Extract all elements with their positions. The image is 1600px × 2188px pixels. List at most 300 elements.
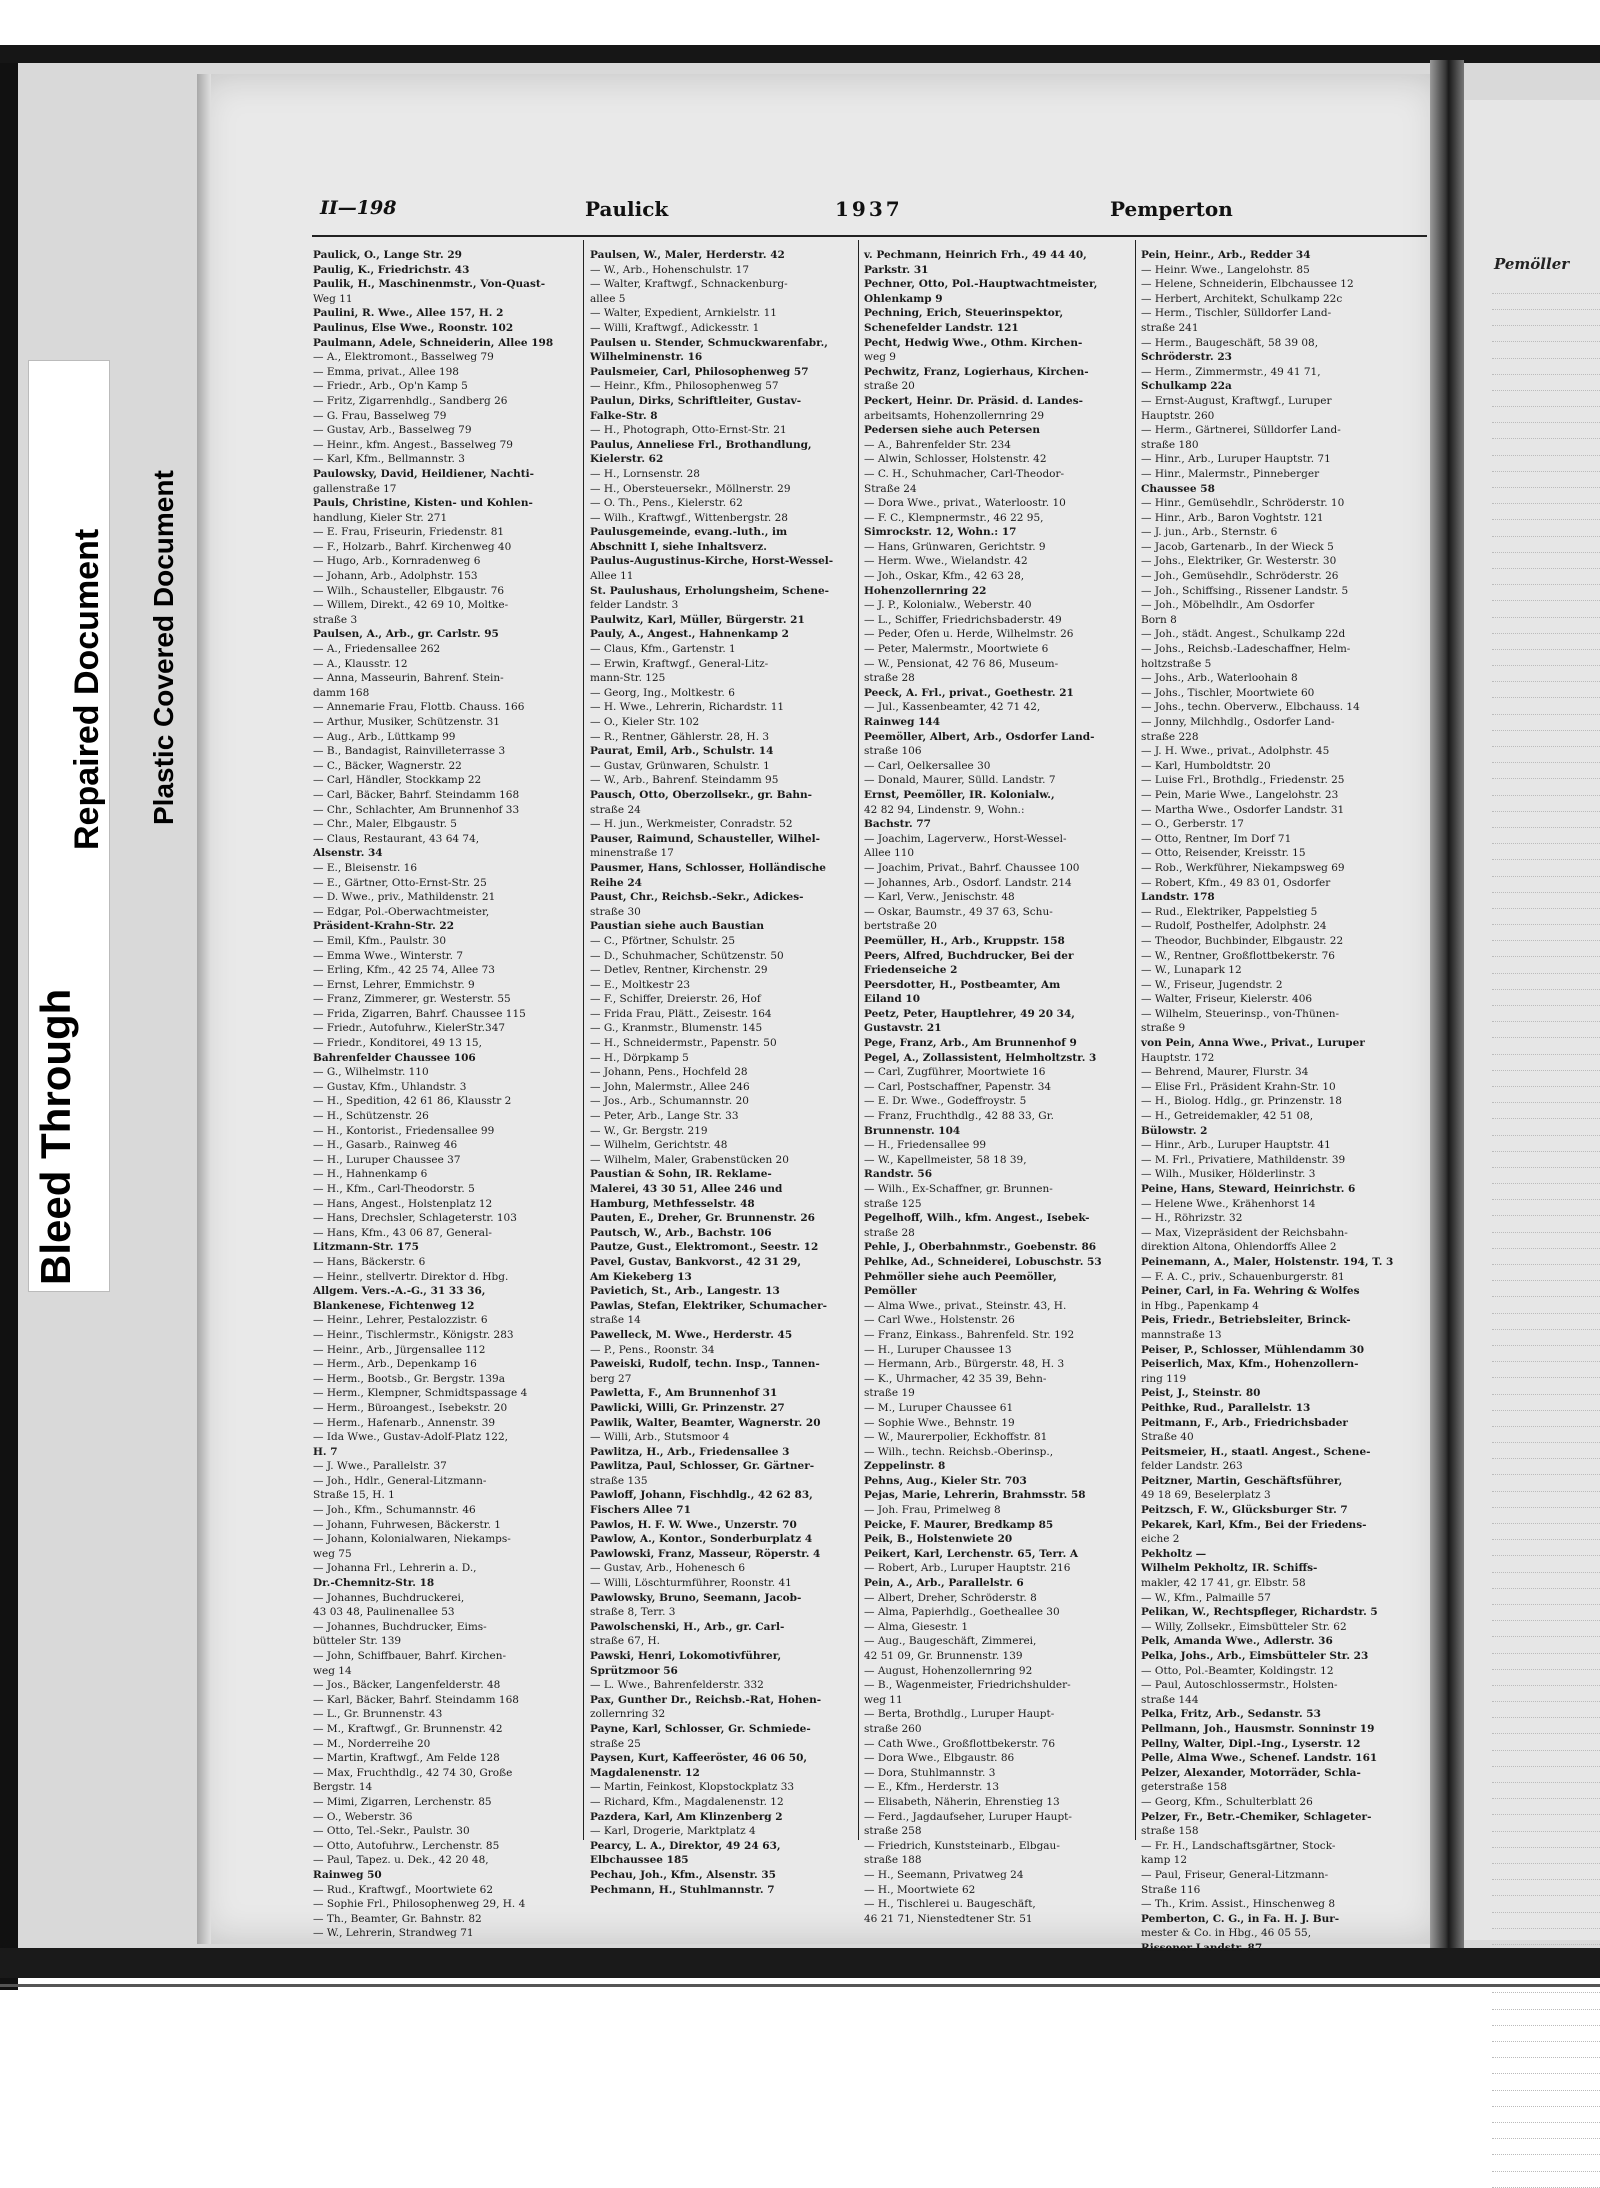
directory-entry-line: — Friedr., Arb., Op'n Kamp 5 xyxy=(313,380,468,393)
directory-entry-line: Wilhelm Pekholtz, IR. Schiffs- xyxy=(1141,1562,1318,1575)
adjacent-page-line xyxy=(1492,2042,1600,2058)
directory-entry-line: Pelk, Amanda Wwe., Adlerstr. 36 xyxy=(1141,1635,1333,1648)
adjacent-page-line xyxy=(1492,1589,1600,1605)
directory-entry-line: von Pein, Anna Wwe., Privat., Luruper xyxy=(1141,1037,1365,1050)
directory-entry-line: — Emma, privat., Allee 198 xyxy=(313,365,459,378)
adjacent-page-line xyxy=(1492,974,1600,990)
directory-entry-line: — Peter, Malermstr., Moortwiete 6 xyxy=(864,643,1049,656)
directory-entry-line: Paulini, R. Wwe., Allee 157, H. 2 xyxy=(313,307,504,320)
adjacent-page-line xyxy=(1492,1152,1600,1168)
directory-entry-line: — B., Wagenmeister, Friedrichshulder- xyxy=(864,1679,1071,1692)
directory-entry-line: — W., Kapellmeister, 58 18 39, xyxy=(864,1153,1027,1166)
adjacent-page-line xyxy=(1492,650,1600,666)
directory-entry-line: — Joh., städt. Angest., Schulkamp 22d xyxy=(1141,628,1346,641)
directory-entry-line: Straße 40 xyxy=(1141,1431,1194,1444)
directory-entry-line: Rainweg 50 xyxy=(313,1868,382,1881)
directory-entry-line: — Max, Vizepräsident der Reichsbahn- xyxy=(1141,1226,1348,1239)
directory-entry-line: — H., Luruper Chaussee 37 xyxy=(313,1153,461,1166)
directory-entry-line: Pawletta, F., Am Brunnenhof 31 xyxy=(590,1387,778,1400)
directory-entry-line: Pelikan, W., Rechtspfleger, Richardstr. 5 xyxy=(1141,1606,1378,1619)
directory-entry-line: Paustian & Sohn, IR. Reklame- xyxy=(590,1168,772,1181)
adjacent-page-line xyxy=(1492,764,1600,780)
directory-entry-line: straße 30 xyxy=(590,905,641,918)
directory-entry-line: — M., Kraftwgf., Gr. Brunnenstr. 42 xyxy=(313,1722,503,1735)
adjacent-page-line xyxy=(1492,2010,1600,2026)
adjacent-page-line xyxy=(1492,634,1600,650)
directory-entry-line: — John, Malermstr., Allee 246 xyxy=(590,1080,750,1093)
directory-entry-line: — Otto, Rentner, Im Dorf 71 xyxy=(1141,832,1292,845)
adjacent-page-line xyxy=(1492,2059,1600,2075)
directory-entry-line: — Wilh., techn. Reichsb.-Oberinsp., xyxy=(864,1445,1054,1458)
adjacent-page-line xyxy=(1492,1249,1600,1265)
adjacent-page-line xyxy=(1492,1379,1600,1395)
directory-entry-line: Malerei, 43 30 51, Allee 246 und xyxy=(590,1183,783,1195)
directory-entry-line: Peiserlich, Max, Kfm., Hohenzollern- xyxy=(1141,1358,1359,1371)
directory-entry-line: — Johs., Arb., Waterloohain 8 xyxy=(1141,672,1298,685)
directory-entry-line: — Wilhelm, Steuerinsp., von-Thünen- xyxy=(1141,1007,1339,1020)
directory-entry-line: Peemöller, Albert, Arb., Osdorfer Land- xyxy=(864,730,1095,743)
directory-entry-line: — W., Maurerpolier, Eckhoffstr. 81 xyxy=(864,1431,1048,1444)
adjacent-page-line xyxy=(1492,1783,1600,1799)
adjacent-page-line xyxy=(1492,1524,1600,1540)
header-rule xyxy=(312,235,1427,237)
directory-entry-line: — Friedrich, Kunststeinarb., Elbgau- xyxy=(864,1839,1060,1852)
directory-entry-line: Pechwitz, Franz, Logierhaus, Kirchen- xyxy=(864,365,1089,378)
directory-entry-line: — Willi, Arb., Stutsmoor 4 xyxy=(590,1431,730,1444)
adjacent-page-line xyxy=(1492,2172,1600,2188)
directory-entry-line: Pauten, E., Dreher, Gr. Brunnenstr. 26 xyxy=(590,1212,815,1225)
directory-entry-line: — Heinr., Tischlermstr., Königstr. 283 xyxy=(313,1328,514,1341)
directory-entry-line: Pautze, Gust., Elektromont., Seestr. 12 xyxy=(590,1241,819,1254)
directory-entry-line: Peinemann, A., Maler, Holstenstr. 194, T. 3 xyxy=(1141,1255,1394,1268)
directory-entry-line: straße 106 xyxy=(864,745,922,758)
adjacent-page-line xyxy=(1492,327,1600,343)
directory-entry-line: Pehns, Aug., Kieler Str. 703 xyxy=(864,1474,1027,1487)
directory-entry-line: allee 5 xyxy=(590,292,626,305)
directory-entry-line: Chaussee 58 xyxy=(1141,482,1215,495)
directory-entry-line: Pawlos, H. F. W. Wwe., Unzerstr. 70 xyxy=(590,1518,797,1531)
directory-entry-line: — W., Rentner, Großflottbekerstr. 76 xyxy=(1141,949,1335,962)
directory-entry-line: Bergstr. 14 xyxy=(313,1781,373,1794)
adjacent-page-line xyxy=(1492,1185,1600,1201)
header-first-entry: Paulick xyxy=(585,197,669,221)
directory-entry-line: — John, Schiffbauer, Bahrf. Kirchen- xyxy=(313,1650,507,1662)
directory-entry-line: Pellmann, Joh., Hausmstr. Sonninstr 19 xyxy=(1141,1722,1375,1735)
directory-entry-line: Pege, Franz, Arb., Am Brunnenhof 9 xyxy=(864,1037,1077,1050)
column-rule-3 xyxy=(1135,240,1136,1840)
directory-entry-line: — H., Getreidemakler, 42 51 08, xyxy=(1141,1110,1314,1123)
directory-entry-line: — Martin, Feinkost, Klopstockplatz 33 xyxy=(590,1781,795,1794)
directory-entry-line: — H., Tischlerei u. Baugeschäft, xyxy=(864,1898,1036,1911)
directory-entry-line: — Pein, Marie Wwe., Langelohstr. 23 xyxy=(1141,788,1339,801)
directory-entry-line: — C., Pförtner, Schulstr. 25 xyxy=(590,934,736,947)
adjacent-page-line xyxy=(1492,747,1600,763)
directory-entry-line: Peitsmeier, H., staatl. Angest., Schene- xyxy=(1141,1445,1371,1458)
directory-entry-line: Peik, B., Holstenwiete 20 xyxy=(864,1533,1013,1546)
directory-entry-line: — A., Bahrenfelder Str. 234 xyxy=(864,438,1011,451)
directory-entry-line: — H., Seemann, Privatweg 24 xyxy=(864,1868,1024,1881)
adjacent-page-line xyxy=(1492,2123,1600,2139)
directory-entry-line: Schröderstr. 23 xyxy=(1141,351,1232,364)
directory-entry-line: Peitzner, Martin, Geschäftsführer, xyxy=(1141,1474,1343,1487)
adjacent-page-line xyxy=(1492,1427,1600,1443)
directory-entry-line: Pekholtz — xyxy=(1141,1547,1207,1560)
directory-entry-line: minenstraße 17 xyxy=(590,847,674,860)
directory-entry-line: — Friedr., Konditorei, 49 13 15, xyxy=(313,1037,482,1050)
adjacent-page-line xyxy=(1492,1006,1600,1022)
directory-entry-line: — Cath Wwe., Großflottbekerstr. 76 xyxy=(864,1737,1056,1750)
directory-entry-line: — E. Dr. Wwe., Godeffroystr. 5 xyxy=(864,1095,1027,1108)
directory-entry-line: Randstr. 56 xyxy=(864,1168,932,1181)
directory-entry-line: — W., Friseur, Jugendstr. 2 xyxy=(1141,978,1283,991)
directory-entry-line: berg 27 xyxy=(590,1372,632,1385)
directory-entry-line: Parkstr. 31 xyxy=(864,263,929,276)
directory-column-1 xyxy=(313,248,579,1940)
directory-entry-line: mann-Str. 125 xyxy=(590,672,666,685)
directory-entry-line: — Herm., Tischler, Sülldorfer Land- xyxy=(1141,307,1332,320)
directory-entry-line: — August, Hohenzollernring 92 xyxy=(864,1664,1033,1677)
adjacent-page-line xyxy=(1492,1120,1600,1136)
directory-entry-line: — E. Frau, Friseurin, Friedenstr. 81 xyxy=(313,526,505,539)
directory-entry-line: — Karl, Kfm., Bellmannstr. 3 xyxy=(313,453,465,466)
directory-entry-line: — Alma, Papierhdlg., Goetheallee 30 xyxy=(864,1606,1060,1619)
directory-entry-line: Peemüller, H., Arb., Kruppstr. 158 xyxy=(864,934,1065,947)
directory-entry-line: Paysen, Kurt, Kaffeeröster, 46 06 50, xyxy=(590,1752,808,1765)
directory-entry-line: felder Landstr. 263 xyxy=(1141,1460,1243,1473)
adjacent-page-line xyxy=(1492,310,1600,326)
directory-entry-line: — Gustav, Arb., Hohenesch 6 xyxy=(590,1562,746,1575)
directory-entry-line: — Albert, Dreher, Schröderstr. 8 xyxy=(864,1591,1037,1604)
directory-entry-line: — Johannes, Arb., Osdorf. Landstr. 214 xyxy=(864,876,1072,889)
directory-entry-line: Pawlowski, Franz, Masseur, Röperstr. 4 xyxy=(590,1547,821,1560)
adjacent-page-line xyxy=(1492,1444,1600,1460)
directory-entry-line: Alsenstr. 34 xyxy=(313,847,383,860)
directory-entry-line: — L. Wwe., Bahrenfelderstr. 332 xyxy=(590,1679,764,1692)
directory-entry-line: — O., Gerberstr. 17 xyxy=(1141,818,1244,831)
adjacent-page-line xyxy=(1492,958,1600,974)
directory-entry-line: — Ernst-August, Kraftwgf., Luruper xyxy=(1141,394,1332,407)
directory-entry-line: — Wilh., Ex-Schaffner, gr. Brunnen- xyxy=(864,1183,1053,1195)
directory-entry-line: straße 135 xyxy=(590,1474,648,1487)
directory-entry-line: Pawlitza, H., Arb., Friedensallee 3 xyxy=(590,1445,790,1458)
directory-entry-line: — Johann, Kolonialwaren, Niekamps- xyxy=(313,1533,511,1546)
directory-entry-line: Gustavstr. 21 xyxy=(864,1022,942,1035)
directory-entry-line: — Georg, Ing., Moltkestr. 6 xyxy=(590,686,735,699)
directory-entry-line: — Jacob, Gartenarb., In der Wieck 5 xyxy=(1141,540,1334,553)
directory-entry-line: — Peter, Arb., Lange Str. 33 xyxy=(590,1110,739,1123)
directory-entry-line: — Chr., Schlachter, Am Brunnenhof 33 xyxy=(313,803,520,816)
directory-entry-line: — Anna, Masseurin, Bahrenf. Stein- xyxy=(313,672,504,685)
directory-entry-line: — H., Obersteuersekr., Möllnerstr. 29 xyxy=(590,482,791,495)
directory-entry-line: felder Landstr. 3 xyxy=(590,599,679,612)
directory-entry-line: — Alma, Giesestr. 1 xyxy=(864,1620,969,1633)
adjacent-page-line xyxy=(1492,618,1600,634)
directory-entry-line: — Edgar, Pol.-Oberwachtmeister, xyxy=(313,905,490,918)
directory-entry-line: Peiner, Carl, in Fa. Wehring & Wolfes xyxy=(1141,1285,1360,1298)
directory-entry-line: Paulwitz, Karl, Müller, Bürgerstr. 21 xyxy=(590,613,805,626)
directory-entry-line: — Johannes, Buchdruckerei, xyxy=(313,1591,465,1604)
adjacent-page-line xyxy=(1492,569,1600,585)
directory-entry-line: Pemberton, C. G., in Fa. H. J. Bur- xyxy=(1141,1912,1340,1925)
directory-entry-line: — E., Bleisenstr. 16 xyxy=(313,861,418,874)
adjacent-page-line xyxy=(1492,828,1600,844)
directory-entry-line: straße 180 xyxy=(1141,438,1199,451)
directory-entry-line: straße 8, Terr. 3 xyxy=(590,1606,676,1619)
directory-entry-line: — Mimi, Zigarren, Lerchenstr. 85 xyxy=(313,1795,492,1808)
directory-entry-line: — H., Schneidermstr., Papenstr. 50 xyxy=(590,1037,777,1050)
directory-entry-line: — Joachim, Lagerverw., Horst-Wessel- xyxy=(864,832,1067,845)
directory-entry-line: — M. Frl., Privatiere, Mathildenstr. 39 xyxy=(1141,1153,1346,1166)
directory-entry-line: — Gustav, Arb., Basselweg 79 xyxy=(313,424,472,437)
directory-entry-line: Pehmöller siehe auch Peemöller, xyxy=(864,1270,1057,1283)
directory-entry-line: — Rob., Werkführer, Niekampsweg 69 xyxy=(1141,861,1345,874)
directory-entry-line: Paustian siehe auch Baustian xyxy=(590,920,765,933)
directory-entry-line: — G. Frau, Basselweg 79 xyxy=(313,409,447,422)
adjacent-page-line xyxy=(1492,1023,1600,1039)
directory-entry-line: — H., Luruper Chaussee 13 xyxy=(864,1343,1012,1356)
adjacent-page-line xyxy=(1492,1492,1600,1508)
directory-entry-line: Straße 116 xyxy=(1141,1883,1201,1896)
directory-entry-line: Pedersen siehe auch Petersen xyxy=(864,424,1040,437)
directory-entry-line: ring 119 xyxy=(1141,1372,1187,1385)
directory-entry-line: — Luise Frl., Brothdlg., Friedenstr. 25 xyxy=(1141,774,1345,787)
directory-entry-line: — H., Hahnenkamp 6 xyxy=(313,1168,428,1181)
directory-entry-line: Pawlowsky, Bruno, Seemann, Jacob- xyxy=(590,1591,802,1604)
directory-entry-line: Pavel, Gustav, Bankvorst., 42 31 29, xyxy=(590,1255,801,1268)
directory-entry-line: — C., Bäcker, Wagnerstr. 22 xyxy=(313,759,462,772)
directory-entry-line: — L., Gr. Brunnenstr. 43 xyxy=(313,1708,443,1721)
directory-entry-line: Elbchaussee 185 xyxy=(590,1854,689,1867)
directory-entry-line: Pautsch, W., Arb., Bachstr. 106 xyxy=(590,1226,772,1239)
adjacent-page-line xyxy=(1492,1476,1600,1492)
directory-entry-line: Pawlicki, Willi, Gr. Prinzenstr. 27 xyxy=(590,1401,785,1414)
adjacent-page-line xyxy=(1492,1233,1600,1249)
directory-entry-line: — Dora, Stuhlmannstr. 3 xyxy=(864,1766,996,1779)
directory-entry-line: — R., Rentner, Gählerstr. 28, H. 3 xyxy=(590,730,770,743)
directory-entry-line: Pehlke, Ad., Schneiderei, Lobuschstr. 53 xyxy=(864,1255,1102,1268)
directory-entry-line: — Gustav, Grünwaren, Schulstr. 1 xyxy=(590,759,770,772)
directory-entry-line: — Friedr., Autofuhrw., KielerStr.347 xyxy=(313,1022,506,1035)
adjacent-page-line xyxy=(1492,2026,1600,2042)
directory-entry-line: — Carl, Postschaffner, Papenstr. 34 xyxy=(864,1080,1052,1093)
adjacent-page-line xyxy=(1492,1298,1600,1314)
adjacent-page-line xyxy=(1492,602,1600,618)
directory-entry-line: Allee 11 xyxy=(590,570,634,583)
directory-entry-line: — Wilh., Musiker, Hölderlinstr. 3 xyxy=(1141,1168,1316,1181)
directory-entry-line: Brunnenstr. 104 xyxy=(864,1124,961,1137)
directory-entry-line: holtzstraße 5 xyxy=(1141,657,1212,670)
directory-entry-line: Peitzsch, F. W., Glücksburger Str. 7 xyxy=(1141,1504,1348,1517)
directory-entry-line: — Jos., Bäcker, Langenfelderstr. 48 xyxy=(313,1679,501,1692)
directory-entry-line: — H., Kontorist., Friedensallee 99 xyxy=(313,1124,495,1137)
directory-entry-line: — Johs., Tischler, Moortwiete 60 xyxy=(1141,686,1315,699)
adjacent-page-line xyxy=(1492,942,1600,958)
directory-entry-line: Blankenese, Fichtenweg 12 xyxy=(313,1299,475,1312)
directory-entry-line: — A., Friedensallee 262 xyxy=(313,643,441,656)
directory-entry-line: Pawlik, Walter, Beamter, Wagnerstr. 20 xyxy=(590,1416,821,1429)
directory-entry-line: — Willi, Kraftwgf., Adickesstr. 1 xyxy=(590,321,760,334)
adjacent-page-line xyxy=(1492,1217,1600,1233)
directory-entry-line: Peist, J., Steinstr. 80 xyxy=(1141,1387,1261,1400)
directory-entry-line: Schulkamp 22a xyxy=(1141,380,1232,393)
directory-entry-line: Pekarek, Karl, Kfm., Bei der Friedens- xyxy=(1141,1518,1367,1531)
directory-entry-line: — Wilh., Schausteller, Elbgaustr. 76 xyxy=(313,584,505,597)
adjacent-page-line xyxy=(1492,990,1600,1006)
directory-entry-line: Pauls, Christine, Kisten- und Kohlen- xyxy=(313,497,533,510)
directory-entry-line: — Hinr., Arb., Baron Voghtstr. 121 xyxy=(1141,511,1324,524)
adjacent-page-line xyxy=(1492,1039,1600,1055)
directory-entry-line: — Herm. Wwe., Wielandstr. 42 xyxy=(864,555,1028,568)
directory-entry-line: — Walter, Expedient, Arnkielstr. 11 xyxy=(590,307,777,320)
directory-entry-line: v. Pechmann, Heinrich Frh., 49 44 40, xyxy=(864,249,1087,261)
adjacent-page-line xyxy=(1492,472,1600,488)
directory-entry-line: — G., Kranmstr., Blumenstr. 145 xyxy=(590,1022,763,1035)
directory-entry-line: — Hinr., Gemüsehdlr., Schröderstr. 10 xyxy=(1141,497,1345,510)
adjacent-page-line xyxy=(1492,926,1600,942)
adjacent-page-line xyxy=(1492,1541,1600,1557)
directory-entry-line: straße 24 xyxy=(590,803,641,816)
directory-entry-line: Paulsen u. Stender, Schmuckwarenfabr., xyxy=(590,336,828,349)
directory-entry-line: Pavietich, St., Arb., Langestr. 13 xyxy=(590,1285,780,1298)
directory-entry-line: — H., Kfm., Carl-Theodorstr. 5 xyxy=(313,1183,475,1195)
directory-entry-line: Paulowsky, David, Heildiener, Nachti- xyxy=(313,467,534,480)
directory-entry-line: — Hans, Bäckerstr. 6 xyxy=(313,1255,426,1268)
adjacent-page-line xyxy=(1492,1994,1600,2010)
directory-entry-line: — M., Luruper Chaussee 61 xyxy=(864,1401,1014,1414)
directory-entry-line: Pawolschenski, H., Arb., gr. Carl- xyxy=(590,1620,785,1633)
directory-entry-line: — W., Lunapark 12 xyxy=(1141,964,1242,977)
directory-entry-line: St. Paulushaus, Erholungsheim, Schene- xyxy=(590,584,829,597)
directory-entry-line: Paulick, O., Lange Str. 29 xyxy=(313,249,462,261)
directory-entry-line: Paulig, K., Friedrichstr. 43 xyxy=(313,263,470,276)
adjacent-page-line xyxy=(1492,424,1600,440)
adjacent-page-line xyxy=(1492,909,1600,925)
directory-entry-line: — Berta, Brothdlg., Luruper Haupt- xyxy=(864,1708,1055,1721)
directory-entry-line: — Claus, Restaurant, 43 64 74, xyxy=(313,832,480,845)
directory-entry-line: — Th., Beamter, Gr. Bahnstr. 82 xyxy=(313,1912,482,1925)
directory-entry-line: Pearcy, L. A., Direktor, 49 24 63, xyxy=(590,1839,781,1852)
adjacent-page-line xyxy=(1492,1897,1600,1913)
directory-entry-line: — Hinr., Arb., Luruper Hauptstr. 41 xyxy=(1141,1139,1331,1152)
directory-entry-line: mester & Co. in Hbg., 46 05 55, xyxy=(1141,1927,1312,1940)
directory-entry-line: — Jonny, Milchhdlg., Osdorfer Land- xyxy=(1141,716,1335,728)
directory-entry-line: straße 14 xyxy=(590,1314,641,1327)
directory-entry-line: — Helene Wwe., Krähenhorst 14 xyxy=(1141,1197,1316,1210)
directory-entry-line: — Joh., Gemüsehdlr., Schröderstr. 26 xyxy=(1141,570,1339,583)
directory-entry-line: — H. jun., Werkmeister, Conradstr. 52 xyxy=(590,818,793,831)
directory-entry-line: — Erling, Kfm., 42 25 74, Allee 73 xyxy=(313,964,495,977)
adjacent-page-line xyxy=(1492,683,1600,699)
directory-entry-line: — Herm., Arb., Depenkamp 16 xyxy=(313,1358,477,1371)
directory-entry-line: weg 75 xyxy=(313,1547,352,1560)
directory-entry-line: — Rudolf, Posthelfer, Adolphstr. 24 xyxy=(1141,920,1327,933)
page-edge-shadow xyxy=(197,74,211,1944)
directory-entry-line: Dr.-Chemnitz-Str. 18 xyxy=(313,1577,435,1590)
directory-entry-line: straße 241 xyxy=(1141,321,1199,334)
adjacent-page-line xyxy=(1492,667,1600,683)
directory-entry-line: — G., Wilhelmstr. 110 xyxy=(313,1066,429,1079)
directory-entry-line: — A., Elektromont., Basselweg 79 xyxy=(313,351,494,364)
directory-entry-line: — Wilh., Kraftwgf., Wittenbergstr. 28 xyxy=(590,511,788,524)
adjacent-page-line xyxy=(1492,1735,1600,1751)
directory-entry-line: — Dora Wwe., privat., Waterloostr. 10 xyxy=(864,497,1066,510)
directory-entry-line: Straße 15, H. 1 xyxy=(313,1489,395,1502)
directory-entry-line: Peis, Friedr., Betriebsleiter, Brinck- xyxy=(1141,1314,1351,1327)
directory-entry-line: — Robert, Arb., Luruper Hauptstr. 216 xyxy=(864,1562,1071,1575)
directory-entry-line: Hamburg, Methfesselstr. 48 xyxy=(590,1197,755,1210)
directory-entry-line: Hohenzollernring 22 xyxy=(864,584,987,597)
directory-entry-line: Pein, Heinr., Arb., Redder 34 xyxy=(1141,249,1311,261)
directory-entry-line: — Helene, Schneiderin, Elbchaussee 12 xyxy=(1141,278,1354,291)
adjacent-page-line xyxy=(1492,278,1600,294)
directory-entry-line: — Frida, Zigarren, Bahrf. Chaussee 115 xyxy=(313,1007,526,1020)
directory-entry-line: — Herm., Bootsb., Gr. Bergstr. 139a xyxy=(313,1372,505,1385)
directory-entry-line: Sprützmoor 56 xyxy=(590,1664,678,1677)
adjacent-page-line xyxy=(1492,1265,1600,1281)
adjacent-page-line xyxy=(1492,505,1600,521)
directory-entry-line: geterstraße 158 xyxy=(1141,1781,1227,1794)
directory-entry-line: — O., Weberstr. 36 xyxy=(313,1810,413,1823)
adjacent-page-line xyxy=(1492,780,1600,796)
directory-entry-line: — Hugo, Arb., Kornradenweg 6 xyxy=(313,555,481,568)
directory-entry-line: — Otto, Autofuhrw., Lerchenstr. 85 xyxy=(313,1839,500,1852)
adjacent-page-line xyxy=(1492,1087,1600,1103)
directory-entry-line: — Joh., Oskar, Kfm., 42 63 28, xyxy=(864,570,1025,583)
directory-entry-line: in Hbg., Papenkamp 4 xyxy=(1141,1299,1259,1312)
directory-entry-line: straße 188 xyxy=(864,1854,922,1867)
directory-entry-line: Bachstr. 77 xyxy=(864,818,931,831)
directory-entry-line: Pecht, Hedwig Wwe., Othm. Kirchen- xyxy=(864,336,1083,349)
adjacent-page-line xyxy=(1492,1767,1600,1783)
adjacent-page-line xyxy=(1492,2140,1600,2156)
adjacent-page-line xyxy=(1492,845,1600,861)
directory-entry-line: — Herm., Klempner, Schmidtspassage 4 xyxy=(313,1387,528,1400)
directory-entry-line: — E., Kfm., Herderstr. 13 xyxy=(864,1781,1000,1794)
directory-entry-line: — Johann, Arb., Adolphstr. 153 xyxy=(313,570,478,583)
directory-entry-line: — Hermann, Arb., Bürgerstr. 48, H. 3 xyxy=(864,1358,1065,1371)
directory-entry-line: — M., Norderreihe 20 xyxy=(313,1737,431,1750)
directory-entry-line: weg 9 xyxy=(864,351,896,364)
directory-entry-line: — J. jun., Arb., Sternstr. 6 xyxy=(1141,526,1278,539)
directory-entry-line: — Fr. H., Landschaftsgärtner, Stock- xyxy=(1141,1839,1336,1852)
directory-entry-line: Pelka, Johs., Arb., Eimsbütteler Str. 23 xyxy=(1141,1650,1369,1662)
directory-entry-line: Peine, Hans, Steward, Heinrichstr. 6 xyxy=(1141,1183,1356,1195)
directory-entry-line: — Peder, Ofen u. Herde, Wilhelmstr. 26 xyxy=(864,628,1074,641)
directory-entry-line: straße 20 xyxy=(864,380,915,393)
directory-entry-line: Ohlenkamp 9 xyxy=(864,292,943,305)
directory-entry-line: Pauser, Raimund, Schausteller, Wilhel- xyxy=(590,832,820,845)
directory-entry-line: — Herm., Baugeschäft, 58 39 08, xyxy=(1141,336,1319,349)
directory-entry-line: — Annemarie Frau, Flottb. Chauss. 166 xyxy=(313,701,525,714)
directory-entry-line: — Erwin, Kraftwgf., General-Litz- xyxy=(590,657,769,670)
adjacent-page-line xyxy=(1492,1346,1600,1362)
adjacent-page-line xyxy=(1492,537,1600,553)
directory-entry-line: — Rud., Kraftwgf., Moortwiete 62 xyxy=(313,1883,494,1896)
directory-entry-line: handlung, Kieler Str. 271 xyxy=(313,511,448,524)
directory-entry-line: — F., Holzarb., Bahrf. Kirchenweg 40 xyxy=(313,540,512,553)
directory-entry-line: Pelzer, Fr., Betr.-Chemiker, Schlageter- xyxy=(1141,1810,1372,1823)
directory-entry-line: — Franz, Zimmerer, gr. Westerstr. 55 xyxy=(313,993,511,1006)
directory-entry-line: Schenefelder Landstr. 121 xyxy=(864,321,1019,334)
directory-entry-line: — H., Biolog. Hdlg., gr. Prinzenstr. 18 xyxy=(1141,1095,1342,1108)
column-rule-1 xyxy=(583,240,584,1840)
adjacent-page-line xyxy=(1492,893,1600,909)
adjacent-page-line xyxy=(1492,1314,1600,1330)
directory-entry-line: Pawlas, Stefan, Elektriker, Schumacher- xyxy=(590,1299,827,1312)
directory-entry-line: — Johann, Fuhrwesen, Bäckerstr. 1 xyxy=(313,1518,501,1531)
directory-entry-line: — Karl, Drogerie, Marktplatz 4 xyxy=(590,1825,756,1838)
directory-entry-line: Paulsen, A., Arb., gr. Carlstr. 95 xyxy=(313,628,499,641)
